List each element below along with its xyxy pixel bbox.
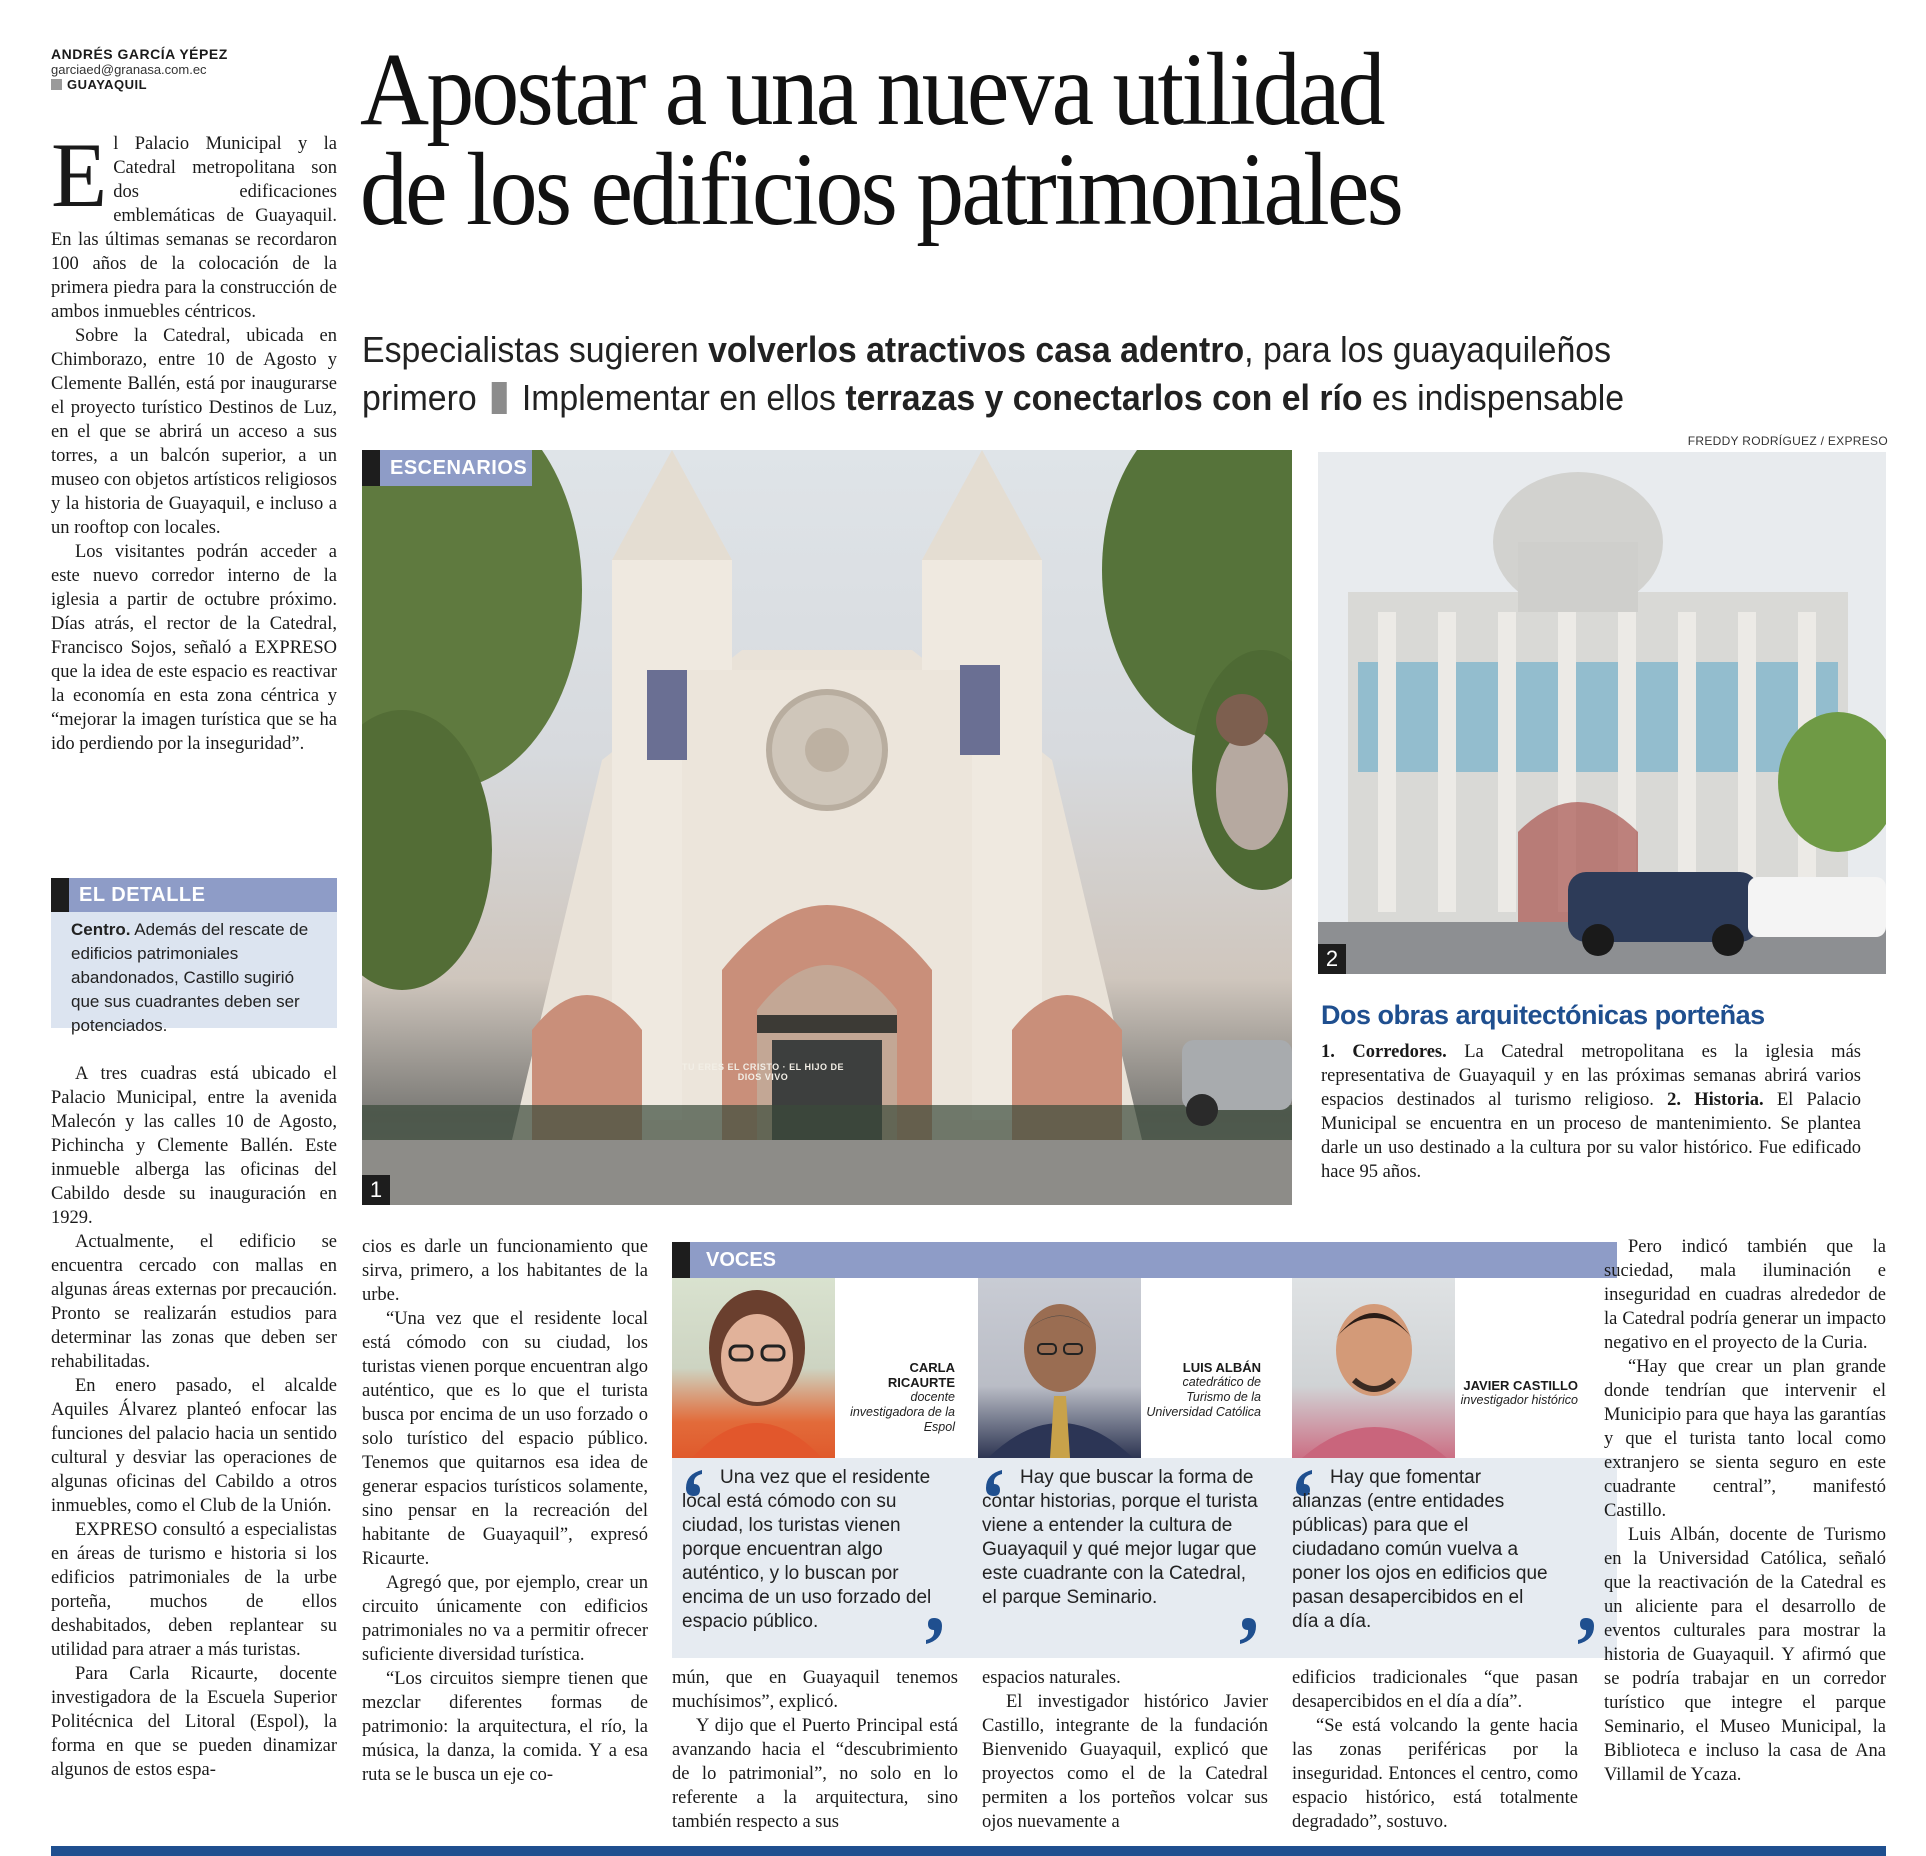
quote-2 xyxy=(982,1464,1262,1654)
paragraph: Y dijo que el Puerto Principal está avanzando hacia el “descubrimiento de lo patrimonial”, no solo en lo referente a la arquitectura, sino también respecto a sus xyxy=(672,1716,958,1832)
person-role: investigador histórico xyxy=(1460,1393,1578,1407)
paragraph: Luis Albán, docente de Turismo en la Universidad Católica, señaló que la reactivación de la Catedral es un aliciente para el desarrollo de eventos culturales para mostrar la historia de Guayaquil. Y afirmó que se podría trabajar en un corredor turístico que integre el parque Seminario, el Museo Municipal, la Biblioteca e incluso la casa de Ana Villamil de Ycaza. xyxy=(1604,1525,1886,1785)
detail-label: EL DETALLE xyxy=(51,878,337,912)
subhead-line-1: Especialistas sugieren volverlos atractivos casa adentro, para los guayaquileños xyxy=(362,329,1612,370)
portal-inscription: TU ERES EL CRISTO · EL HIJO DE DIOS VIVO xyxy=(681,1062,845,1082)
paragraph: Agregó que, por ejemplo, crear un circuito únicamente con edificios patrimoniales no va a permitir ofrecer suficiente diversidad turística. xyxy=(362,1573,648,1665)
close-quote-icon xyxy=(1234,1616,1260,1646)
dateline-marker xyxy=(51,79,62,90)
sidebar-caption: 1. Corredores. La Catedral metropolitana es la iglesia más representativa de Guayaquil y en las próximas semanas abrirá varios espacios destinados al turismo religioso. 2. Historia. El Palacio Municipal se encuentra en un proceso de mantenimiento. Se plantea darle un uso destinado a la cultura por su valor histórico. Fue edificado hace 95 años. xyxy=(1321,1042,1861,1182)
paragraph: “Hay que crear un plan grande donde tendrían que intervenir el Municipio para que haya las garantías y que el turista tanto local como extranjero se sienta seguro en este cuadrante central”, manifestó Castillo. xyxy=(1604,1357,1886,1521)
palace-photo xyxy=(1318,452,1886,974)
photo-credit: FREDDY RODRÍGUEZ / EXPRESO xyxy=(1687,434,1888,448)
portrait-luis-alban xyxy=(978,1278,1141,1458)
author-email[interactable]: garciaed@granasa.com.ec xyxy=(51,62,207,77)
paragraph: edificios tradicionales “que pasan desapercibidos en el día a día”. xyxy=(1292,1668,1578,1712)
subhead-separator xyxy=(492,382,507,414)
person-illustration xyxy=(1292,1278,1455,1458)
article-column-5 xyxy=(1292,1666,1578,1834)
paragraph: espacios naturales. xyxy=(982,1668,1121,1688)
paragraph: Actualmente, el edificio se encuentra cercado con mallas en algunas áreas externas por precaución. Pronto se realizarán estudios para determinar las zonas que deben ser rehabilitadas. xyxy=(51,1232,337,1372)
footer-bar xyxy=(51,1846,1886,1856)
article-column-6 xyxy=(1604,1235,1886,1787)
quote-text: Hay que fomentar alianzas (entre entidades públicas) para que el ciudadano común vuelva a poner los ojos en edificios que pasan desapercibidos en el día a día. xyxy=(1292,1467,1548,1632)
dateline-city: GUAYAQUIL xyxy=(67,77,148,92)
cathedral-photo xyxy=(362,450,1292,1205)
cathedral-illustration xyxy=(362,450,1292,1205)
person-1-caption xyxy=(840,1360,955,1435)
person-illustration xyxy=(672,1278,835,1458)
escenarios-label: ESCENARIOS xyxy=(362,450,532,486)
drop-cap: E xyxy=(51,124,108,226)
voces-label: VOCES xyxy=(672,1242,1617,1278)
article-column-3 xyxy=(672,1666,958,1834)
photo-number-2: 2 xyxy=(1318,944,1346,974)
paragraph: EXPRESO consultó a especialistas en áreas de turismo e historia si los edificios patrimoniales de la urbe porteña, muchos de ellos deshabitados, deben replantear su utilidad para atraer a más turistas. xyxy=(51,1520,337,1660)
quote-text: Una vez que el residente local está cómodo con su ciudad, los turistas vienen porque encuentran algo auténtico, y lo buscan por encima de un uso forzado del espacio público. xyxy=(682,1467,932,1632)
paragraph: Para Carla Ricaurte, docente investigadora de la Escuela Superior Politécnica del Litoral (Espol), la forma en que se pueden dinamizar algunos de estos espa- xyxy=(51,1664,337,1780)
paragraph: cios es darle un funcionamiento que sirva, primero, a los habitantes de la urbe. xyxy=(362,1237,648,1305)
close-quote-icon xyxy=(920,1616,946,1646)
paragraph: “Los circuitos siempre tienen que mezclar diferentes formas de patrimonio: la arquitectura, el río, la música, la danza, la comida. Y a esa ruta se le busca un eje co- xyxy=(362,1669,648,1785)
article-column-1 xyxy=(51,124,337,756)
person-role: docente investigadora de la Espol xyxy=(850,1390,955,1434)
paragraph: mún, que en Guayaquil tenemos muchísimos”, explicó. xyxy=(672,1668,958,1712)
headline-line-2: de los edificios patrimoniales xyxy=(360,132,1402,247)
person-name: JAVIER CASTILLO xyxy=(1463,1378,1578,1393)
paragraph: Los visitantes podrán acceder a este nuevo corredor interno de la iglesia a partir de octubre próximo. Días atrás, el rector de la Catedral, Francisco Sojos, señaló a EXPRESO que la idea de este espacio es reactivar la economía en esta zona céntrica y “mejorar la imagen turística que se ha ido perdiendo por la inseguridad”. xyxy=(51,542,337,754)
sidebar-title: Dos obras arquitectónicas porteñas xyxy=(1321,1000,1765,1030)
detail-text: Centro. Además del rescate de edificios patrimoniales abandonados, Castillo sugirió que sus cuadrantes deben ser potenciados. xyxy=(71,920,309,1035)
person-name: CARLA RICAURTE xyxy=(887,1360,955,1390)
paragraph: El investigador histórico Javier Castillo, integrante de la fundación Bienvenido Guayaquil, explicó que proyectos como el de la Catedral permiten a los porteños volcar sus ojos nuevamente a xyxy=(982,1692,1268,1832)
person-name: LUIS ALBÁN xyxy=(1182,1360,1261,1375)
person-role: catedrático de Turismo de la Universidad Católica xyxy=(1146,1375,1261,1419)
paragraph: “Una vez que el residente local está cómodo con su ciudad, los turistas vienen porque encuentran algo auténtico, que es lo que el turista busca por encima de un uso forzado o solo turístico del espacio público. Tenemos que quitarnos esa idea de generar espacios turísticos solamente, sino pensar en la recreación del habitante de Guayaquil”, expresó Ricaurte. xyxy=(362,1309,648,1569)
headline-line-1: Apostar a una nueva utilidad xyxy=(360,32,1383,147)
person-3-caption xyxy=(1460,1378,1578,1408)
subheadline xyxy=(362,326,1624,422)
paragraph: En enero pasado, el alcalde Aquiles Álvarez planteó enfocar las funciones del palacio hacia un sentido cultural y desviar las operaciones de algunas oficinas del Cabildo a otros inmuebles, como el Club de la Unión. xyxy=(51,1376,337,1516)
article-column-4 xyxy=(982,1666,1268,1834)
subhead-line-2: primero Implementar en ellos terrazas y conectarlos con el río es indispensable xyxy=(362,377,1625,418)
close-quote-icon xyxy=(1572,1616,1598,1646)
paragraph: El Palacio Municipal y la Catedral metropolitana son dos edificaciones emblemáticas de Guayaquil. En las últimas semanas se recordaron 100 años de la colocación de la primera piedra para la construcción de ambos inmuebles céntricos. xyxy=(51,124,337,322)
detail-box xyxy=(51,912,337,1035)
portrait-carla-ricaurte xyxy=(672,1278,835,1458)
person-2-caption xyxy=(1146,1360,1261,1420)
author-name: ANDRÉS GARCÍA YÉPEZ xyxy=(51,46,228,62)
quote-3 xyxy=(1292,1464,1602,1654)
palace-illustration xyxy=(1318,452,1886,974)
byline xyxy=(51,46,228,92)
article-column-1-continued xyxy=(51,1062,337,1782)
quote-text: Hay que buscar la forma de contar historias, porque el turista viene a entender la cultura de Guayaquil y qué mejor lugar que este cuadrante con la Catedral, el parque Seminario. xyxy=(982,1467,1258,1608)
quote-1 xyxy=(682,1464,952,1654)
paragraph: Sobre la Catedral, ubicada en Chimborazo, entre 10 de Agosto y Clemente Ballén, está por inaugurarse el proyecto turístico Destinos de Luz, en el que se abrirá un acceso a sus torres, a un balcón superior, a un museo con objetos artísticos religiosos y la historia de Guayaquil, e incluso a un rooftop con locales. xyxy=(51,326,337,538)
photo-number-1: 1 xyxy=(362,1175,390,1205)
paragraph: A tres cuadras está ubicado el Palacio Municipal, entre la avenida Malecón y las calles 10 de Agosto, Pichincha y Clemente Ballén. Este inmueble alberga las oficinas del Cabildo desde su inauguración en 1929. xyxy=(51,1064,337,1228)
article-column-2 xyxy=(362,1235,648,1787)
dateline xyxy=(51,77,228,92)
paragraph: Pero indicó también que la suciedad, mala iluminación e inseguridad en cuadras alrededor de la Catedral podría generar un impacto negativo en el proyecto de la Curia. xyxy=(1604,1237,1886,1353)
portrait-javier-castillo xyxy=(1292,1278,1455,1458)
headline xyxy=(360,32,1402,247)
paragraph: “Se está volcando la gente hacia las zonas periféricas por la inseguridad. Entonces el centro, como espacio histórico, está totalmente degradado”, sostuvo. xyxy=(1292,1716,1578,1832)
person-illustration xyxy=(978,1278,1141,1458)
